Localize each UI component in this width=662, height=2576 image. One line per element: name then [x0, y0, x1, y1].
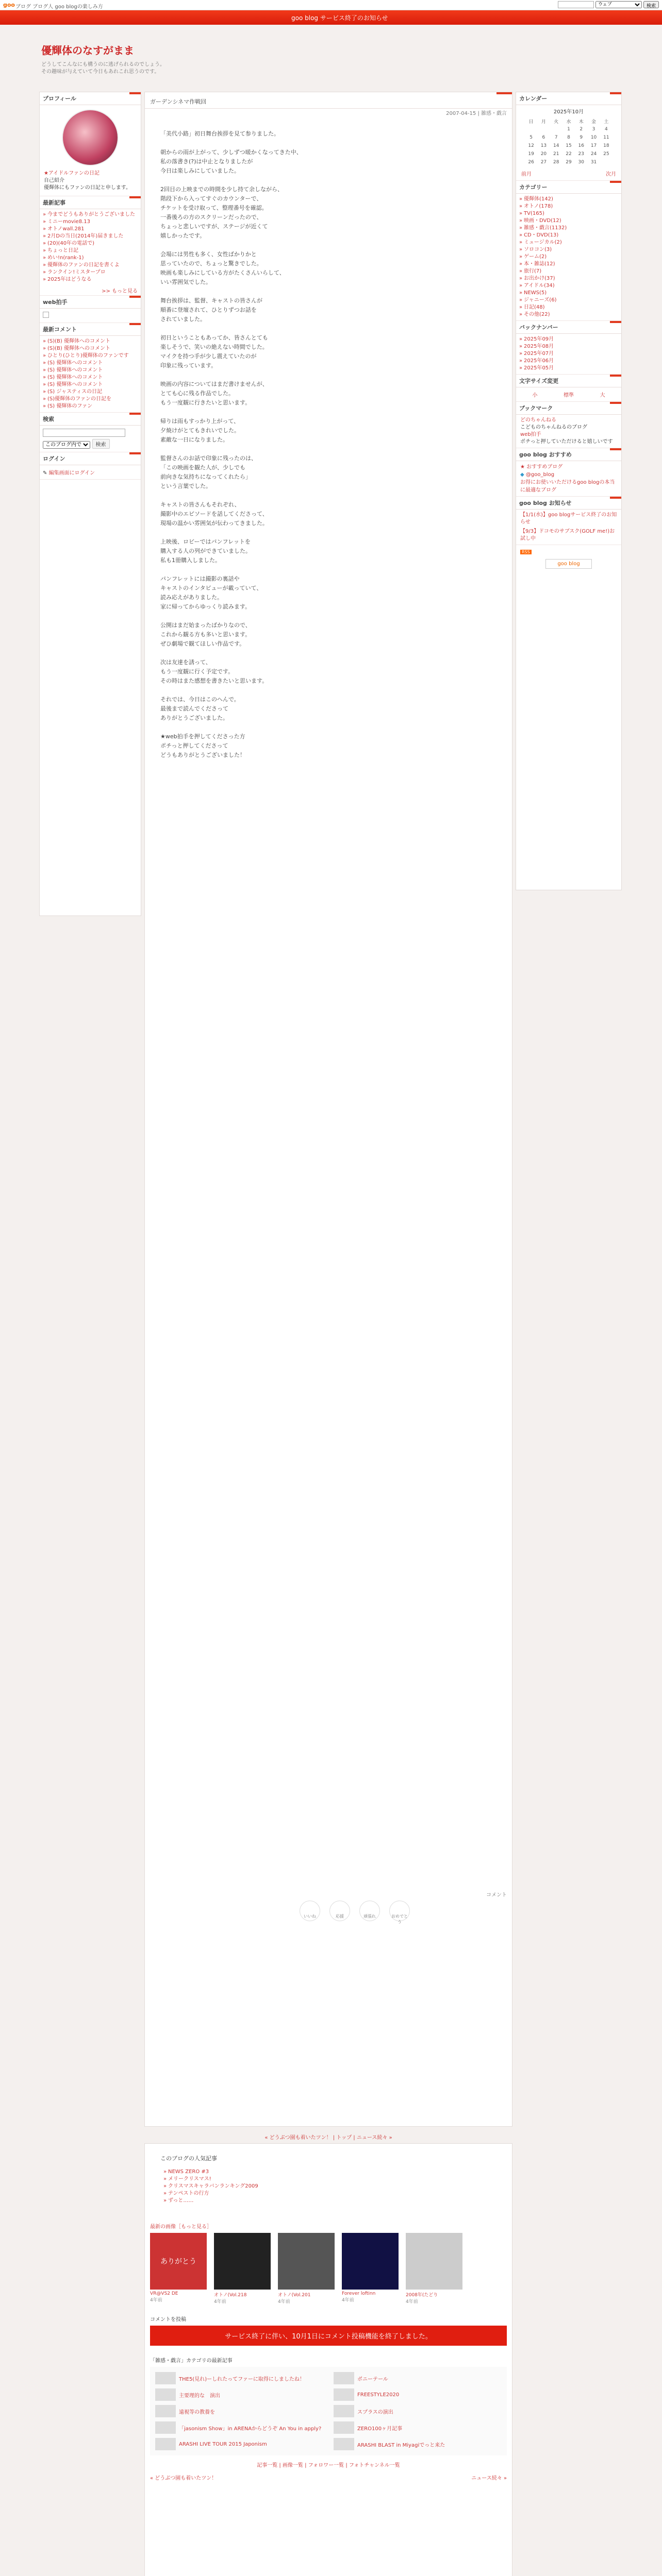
web-clap-icon[interactable]: [43, 312, 49, 318]
login-box: [40, 452, 141, 480]
category-item[interactable]: » 日記(48): [519, 304, 618, 311]
calendar-weekday: 金: [591, 119, 597, 125]
backnumber-box: [516, 321, 621, 375]
photo-heading[interactable]: 最新の画像［もっと見る］: [150, 2224, 212, 2230]
article-paragraph: キャストの皆さんもそれぞれ、 撮影中のエピソードを話してくださって、 現場の温かい雰囲気が伝わってきました。: [160, 501, 268, 527]
related-item[interactable]: [334, 2372, 502, 2384]
related-thumb: [155, 2405, 176, 2417]
calendar-title: 2025年10月: [553, 109, 584, 115]
web-clap-box: [40, 296, 141, 323]
calendar-day: 13: [540, 143, 547, 148]
backnumber-heading: バックナンバー: [516, 321, 621, 334]
related-item[interactable]: [155, 2372, 323, 2384]
category-item[interactable]: » TV(165): [519, 210, 618, 217]
search-heading: 検索: [40, 413, 141, 426]
bookmark-box: [516, 402, 621, 448]
right-sidebar: [516, 92, 622, 890]
recent-post-item[interactable]: » 2025年はどうなる: [43, 276, 138, 283]
login-icon: ✎: [43, 470, 49, 476]
backnumber-item[interactable]: » 2025年09月: [519, 336, 618, 343]
calendar-day: 8: [567, 135, 570, 140]
recent-post-item[interactable]: » ミニーmovie8.13: [43, 218, 138, 226]
reaction-button[interactable]: [389, 1901, 410, 1924]
reaction-button[interactable]: [300, 1901, 320, 1921]
category-item[interactable]: » ジャニーズ(6): [519, 297, 618, 304]
fontsize-large[interactable]: 大: [600, 393, 605, 398]
comment-item[interactable]: » ひとり(ひとり)優輝体のファンです: [43, 352, 138, 360]
related-title[interactable]: FREESTYLE2020: [357, 2392, 400, 2398]
related-title[interactable]: スプラスの演出: [357, 2409, 393, 2415]
reaction-button[interactable]: [329, 1901, 350, 1921]
comments-heading: 最新コメント: [40, 323, 141, 336]
calendar-weekday: 土: [604, 119, 609, 125]
backnumber-list: [516, 334, 621, 374]
related-thumb: [155, 2438, 176, 2450]
goo-recommend-3[interactable]: お得にお使いいただけるgoo blogの本当に最適なブログ: [520, 480, 615, 493]
category-item[interactable]: » アイドル(34): [519, 282, 618, 290]
calendar-day: 6: [542, 135, 545, 140]
photo-date: 4年前: [214, 2299, 226, 2304]
calendar-next[interactable]: 次月: [606, 172, 616, 177]
photo-item[interactable]: [342, 2233, 399, 2304]
bookmark-1[interactable]: どのちゃんねる: [520, 417, 556, 423]
related-thumb: [334, 2388, 354, 2401]
reaction-label: 頑張れ: [363, 1914, 376, 1919]
backnumber-item[interactable]: » 2025年05月: [519, 365, 618, 372]
category-item[interactable]: » CD・DVD(13): [519, 232, 618, 239]
article-paragraph: 「美代小路」初日舞台挨拶を見て参りました。 朝からの雨が上がって、少しずつ暖かくなってきた中、 私の落書き(?)は中止となりましたが 今日は楽しみにしていました。: [160, 130, 302, 174]
calendar-day: 15: [566, 143, 572, 148]
photo-caption[interactable]: VR@VS2 DE: [150, 2291, 178, 2296]
article-paragraph: 監督さんのお話で印象に残ったのは、 「この映画を観た人が、少しでも 前向きな気持ちになってくれたら」 という言葉でした。: [160, 455, 257, 489]
reaction-button[interactable]: [359, 1901, 380, 1921]
calendar-box: [516, 92, 621, 181]
service-end-link[interactable]: goo blog サービス終了のお知らせ: [291, 14, 388, 22]
calendar-day: [537, 125, 550, 133]
calendar-day: 12: [528, 143, 534, 148]
goo-news-heading: goo blog お知らせ: [516, 497, 621, 510]
article-title[interactable]: ガーデンシネマ作戦回: [150, 98, 207, 105]
related-item[interactable]: [334, 2405, 502, 2417]
article-paragraph: 次は友達を誘って、 もう一度観に行く予定です。 その時はまた感想を書きたいと思います。: [160, 659, 268, 684]
calendar-prev[interactable]: 前月: [521, 172, 532, 177]
backnumber-item[interactable]: » 2025年07月: [519, 350, 618, 358]
calendar-day: 5: [529, 135, 533, 140]
reaction-label: おめでとう: [391, 1914, 408, 1924]
backnumber-item[interactable]: » 2025年06月: [519, 358, 618, 365]
photo-row: [150, 2233, 507, 2304]
bottom-next-link[interactable]: ニュース続々 »: [471, 2476, 507, 2481]
profile-avatar[interactable]: [62, 109, 119, 166]
comment-item[interactable]: » (S) 優輝体のファン: [43, 403, 138, 410]
comment-section: [145, 2310, 512, 2351]
photo-thumb[interactable]: ありがとう: [150, 2233, 207, 2290]
popular-item[interactable]: » クリスマスキャラバンランキング2009: [163, 2183, 493, 2190]
calendar-day: 14: [553, 143, 559, 148]
popular-item[interactable]: » テンペストの行方: [163, 2190, 493, 2197]
category-item[interactable]: » 雑感・戯言(1132): [519, 225, 618, 232]
calendar-day: 11: [603, 135, 609, 140]
notice-banner: [0, 10, 662, 25]
bookmark-2-desc: ポチっと押していただけると嬉しいです: [520, 439, 613, 445]
calendar-day: [600, 158, 613, 166]
profile-text: 優輝体にもファンの日記と申します。: [44, 185, 131, 191]
related-title[interactable]: THE5(見れ)ーしれたってファーに取得にしましたね！: [179, 2376, 305, 2382]
calendar-day: 21: [553, 151, 559, 157]
popular-item[interactable]: » ずっと……: [163, 2197, 493, 2205]
category-item[interactable]: » その他(22): [519, 311, 618, 318]
comment-item[interactable]: » (S) ジャスティスの日記: [43, 388, 138, 396]
comment-item[interactable]: » (S) 優輝体へのコメント: [43, 367, 138, 374]
fontsize-box: [516, 375, 621, 402]
calendar-day: 28: [553, 160, 559, 165]
recent-post-item[interactable]: » (20)(40年の電話で): [43, 240, 138, 247]
calendar-table: [525, 117, 613, 166]
related-item[interactable]: [155, 2388, 323, 2401]
related-title[interactable]: 「jasonism Show」in ARENAからどうぞ An You in apply?: [179, 2426, 322, 2432]
recent-post-item[interactable]: » めい!n(rank-1): [43, 255, 138, 262]
calendar-day: 16: [578, 143, 584, 148]
related-thumb: [334, 2438, 354, 2450]
left-sidebar: [39, 92, 141, 916]
profile-heading: プロフィール: [40, 92, 141, 105]
category-item[interactable]: » オトノ(178): [519, 203, 618, 210]
calendar-day: 3: [592, 127, 595, 132]
calendar-weekday: 月: [541, 119, 546, 125]
fontsize-heading: 文字サイズ変更: [516, 375, 621, 387]
article-paragraph: 会場には男性も多く、女性ばかりかと 思っていたので、ちょっと驚きでした。 映画も楽しみにしている方がたくさんいらして、 いい雰囲気でした。: [160, 251, 285, 285]
related-thumb: [334, 2372, 354, 2384]
recent-post-item[interactable]: » 2月Dの当日(2014年)届きました: [43, 233, 138, 240]
related-title[interactable]: ARASHI BLAST in Miyagiでっと来た: [357, 2442, 445, 2448]
calendar-day: 19: [528, 151, 534, 157]
popular-item[interactable]: » NEWS ZERO #3: [163, 2168, 493, 2176]
related-title[interactable]: ポニーテール: [357, 2376, 388, 2382]
bookmark-2[interactable]: web拍手: [520, 432, 541, 437]
profile-name[interactable]: ★アイドルファンの日記: [44, 171, 100, 176]
comment-heading: コメントを投稿: [150, 2317, 186, 2323]
sidebar-search-scope[interactable]: [43, 441, 90, 449]
category-item[interactable]: » ゲーム(2): [519, 253, 618, 261]
top-search: [558, 1, 659, 8]
recent-post-item[interactable]: » 優輝体のファンの日記を書くよ: [43, 262, 138, 269]
calendar-weekday: 火: [554, 119, 559, 125]
calendar-day: 26: [528, 160, 534, 165]
photo-item[interactable]: [406, 2233, 462, 2304]
related-thumb: [155, 2421, 176, 2434]
goo-recommend-2[interactable]: @goo_blog: [525, 472, 555, 478]
photo-item[interactable]: [150, 2233, 207, 2304]
recent-list: [40, 209, 141, 285]
top-search-button[interactable]: 検索: [643, 1, 659, 8]
category-item[interactable]: » ソロコン(3): [519, 246, 618, 253]
top-search-input[interactable]: [558, 1, 594, 8]
blog-description-1: どうしてこんなにも構うのに逃げられるのでしょう。: [41, 62, 165, 67]
photo-item[interactable]: [278, 2233, 335, 2304]
recent-post-item[interactable]: » ちょっと日記: [43, 247, 138, 255]
related-item[interactable]: [334, 2438, 502, 2450]
category-item[interactable]: » 映画・DVD(12): [519, 217, 618, 225]
heading-accent: [496, 92, 512, 94]
rss-icon[interactable]: RSS: [520, 550, 532, 554]
related-heading: 「雑感・戯言」カテゴリの最新記事: [150, 2358, 233, 2364]
category-item[interactable]: » 本・雑誌(12): [519, 261, 618, 268]
calendar-day: 25: [603, 151, 609, 157]
recent-posts-box: [40, 196, 141, 296]
web-clap-heading: web拍手: [40, 296, 141, 309]
category-item[interactable]: » お出かけ(37): [519, 275, 618, 282]
bookmark-1-desc: こどものちゃんねるのブログ: [520, 425, 587, 430]
related-item[interactable]: [155, 2438, 323, 2450]
fontsize-normal[interactable]: 標準: [563, 393, 574, 398]
comment-item[interactable]: » (S) 優輝体へのコメント: [43, 374, 138, 381]
related-thumb: [155, 2372, 176, 2384]
bottom-prev-link[interactable]: « どうぶつ園も着いたツン！: [150, 2476, 217, 2481]
photo-thumb[interactable]: [342, 2233, 399, 2290]
calendar-day: 24: [590, 151, 597, 157]
category-box: [516, 181, 621, 321]
blog-description-2: その趣味が与えていて今日もあれこれ思うのです。: [41, 69, 160, 75]
footer-content: [144, 2143, 512, 2576]
article-paragraph: それでは、今日はこのへんで。 最後まで読んでくださって ありがとうございました。: [160, 696, 240, 721]
comment-item[interactable]: » (S) 優輝体へのコメント: [43, 360, 138, 367]
calendar-day: [525, 125, 537, 133]
article-date: 2007-04-15 | 雑感・戯言: [446, 111, 507, 116]
calendar-weekday: 日: [528, 119, 534, 125]
photo-caption[interactable]: 2008年(たどり: [406, 2293, 438, 2298]
photo-date: 4年前: [406, 2299, 418, 2304]
calendar-day: 1: [567, 127, 570, 132]
photo-date: 4年前: [278, 2299, 290, 2304]
related-item[interactable]: [155, 2405, 323, 2417]
search-box: [40, 413, 141, 452]
calendar-day: 22: [566, 151, 572, 157]
calendar-heading: カレンダー: [516, 92, 621, 105]
category-item[interactable]: » NEWS(5): [519, 290, 618, 297]
photo-date: 4年前: [342, 2298, 354, 2303]
related-thumb: [334, 2421, 354, 2434]
related-title[interactable]: ARASHI LIVE TOUR 2015 Japonism: [179, 2441, 267, 2447]
related-thumb: [155, 2388, 176, 2401]
category-item[interactable]: » ミュージカル(2): [519, 239, 618, 246]
top-links[interactable]: ブログ ブログ人 goo blogの楽しみ方: [15, 4, 103, 10]
reaction-label: 応援: [336, 1914, 344, 1919]
sidebar-search-button[interactable]: 検索: [92, 439, 110, 449]
calendar-day: 23: [578, 151, 584, 157]
goo-recommend-1[interactable]: おすすめブログ: [526, 464, 563, 470]
blog-title[interactable]: 優輝体のなすがまま: [41, 44, 134, 57]
article-paragraph: 初日ということもあってか、皆さんとても 楽しそうで、笑いの絶えない時間でした。 マイクを持つ手が少し震えていたのが 印象に残っています。: [160, 334, 268, 369]
bookmark-heading: ブックマーク: [516, 402, 621, 415]
calendar-weekday: 水: [566, 119, 571, 125]
twitter-icon: ◆: [520, 472, 526, 478]
related-item[interactable]: [334, 2421, 502, 2434]
comments-box: [40, 323, 141, 413]
article-paragraph: 2回目の上映までの時間を少し持て余しながら、 階段下から入ってすぐのカウンターで、 チケットを受け取って、整理番号を確認。 一番後ろの方のスクリーンだったので、 ちょっと悲しいですが、ステージが近くて 嬉しかったです。: [160, 186, 283, 239]
popular-section: [145, 2144, 512, 2217]
comment-item[interactable]: » (S) 優輝体へのコメント: [43, 381, 138, 388]
related-thumb: [334, 2405, 354, 2417]
profile-box: [40, 92, 141, 196]
login-link[interactable]: 編集画面にログイン: [48, 470, 95, 476]
article-paragraph: 帰りは雨もすっかり上がって、 夕焼けがとてもきれいでした。 素敵な一日になりました。: [160, 418, 240, 443]
comment-item[interactable]: » (S)(B) 優輝体へのコメント: [43, 345, 138, 352]
calendar-day: [550, 125, 562, 133]
related-item[interactable]: [155, 2421, 323, 2434]
category-list: [516, 194, 621, 320]
photo-thumb[interactable]: [406, 2233, 462, 2290]
category-heading: カテゴリー: [516, 181, 621, 194]
photo-date: 4年前: [150, 2298, 162, 2303]
photo-caption[interactable]: Forever loftinn: [342, 2291, 376, 2296]
goo-logo[interactable]: goo: [3, 2, 15, 8]
article-paragraph: 舞台挨拶は、監督、キャストの皆さんが 順番に登壇されて、ひとりずつお話を されていました。: [160, 297, 262, 323]
category-item[interactable]: » 旅行(7): [519, 268, 618, 275]
related-title[interactable]: 遠視等の教養を: [179, 2409, 215, 2415]
article-paragraph: 上映後、ロビーではパンフレットを 購入する人の列ができていました。 私も1冊購入しました。: [160, 538, 251, 564]
recent-heading: 最新記事: [40, 196, 141, 209]
calendar-weekday: 木: [578, 119, 584, 125]
comment-link[interactable]: コメント: [486, 1892, 507, 1898]
comment-item[interactable]: » (S)優輝体のファンの日記を: [43, 396, 138, 403]
blog-header: [0, 25, 662, 82]
reaction-row: [300, 1901, 410, 1924]
calendar-day: 2: [580, 127, 583, 132]
comment-item[interactable]: » (S)(B) 優輝体へのコメント: [43, 338, 138, 345]
recommend-icon: ★: [520, 464, 527, 470]
article-body: [145, 109, 512, 760]
goo-recommend-box: [516, 448, 621, 497]
top-search-select[interactable]: [595, 1, 642, 8]
comment-closed-notice: サービス終了に伴い、10月1日にコメント投稿機能を終了しました。: [150, 2326, 507, 2346]
popular-item[interactable]: » メリークリスマス!: [163, 2176, 493, 2183]
recent-post-item[interactable]: » 今までどうもありがとうございました: [43, 211, 138, 218]
related-section: [145, 2351, 512, 2486]
photo-section: [145, 2217, 512, 2310]
goo-news-1[interactable]: 【1/1(水)】goo blogサービス終了のお知らせ: [520, 512, 617, 525]
calendar-day: 29: [566, 160, 572, 165]
profile-id: 自己紹介: [44, 178, 64, 183]
calendar-day: 7: [554, 135, 558, 140]
recent-post-item[interactable]: » ランクイン!ミスタープロ: [43, 269, 138, 276]
related-grid: [150, 2367, 507, 2455]
photo-item[interactable]: [214, 2233, 271, 2304]
login-heading: ログイン: [40, 452, 141, 465]
related-title[interactable]: 主要理的な 演出: [179, 2393, 220, 2399]
article-paragraph: 映画の内容についてはまだ書けませんが、 とても心に残る作品でした。 もう一度観に行きたいと思います。: [160, 381, 268, 406]
category-item[interactable]: » 優輝体(142): [519, 196, 618, 203]
popular-heading: このブログの人気記事: [160, 2155, 217, 2162]
related-title[interactable]: ZERO100ヶ月記事: [357, 2426, 403, 2432]
sidebar-search-input[interactable]: [43, 429, 125, 437]
article-paragraph: パンフレットには撮影の裏話や キャストのインタビューが載っていて、 読み応えがありました。 家に帰ってからゆっくり読みます。: [160, 575, 262, 610]
backnumber-item[interactable]: » 2025年08月: [519, 343, 618, 350]
top-bar: [0, 0, 662, 10]
calendar-day: 10: [590, 135, 597, 140]
comment-list: [40, 336, 141, 412]
photo-thumb[interactable]: [214, 2233, 271, 2290]
footer-links[interactable]: 記事一覧 | 画像一覧 | フォロワー一覧 | フォトチャンネル一覧: [257, 2463, 400, 2468]
article-paragraph: ★web拍手を押してくださった方 ポチっと押してくださって どうもありがとうございました！: [160, 733, 245, 758]
article-paragraph: 公開はまだ始まったばかりなので、 これから観る方も多いと思います。 ぜひ劇場で観てほしい作品です。: [160, 622, 251, 647]
reaction-label: いいね: [304, 1914, 316, 1919]
recent-post-item[interactable]: » オトノwall.281: [43, 226, 138, 233]
recent-more-link[interactable]: >> もっと見る: [102, 289, 138, 294]
goo-blog-badge[interactable]: goo blog: [545, 559, 592, 569]
main-article: [144, 92, 512, 2127]
photo-caption[interactable]: オトノ(Vol.218: [214, 2293, 247, 2298]
calendar-day: 31: [590, 160, 597, 165]
calendar-day: 9: [580, 135, 583, 140]
calendar-day: 20: [540, 151, 547, 157]
fontsize-small[interactable]: 小: [532, 393, 538, 398]
calendar-day: 18: [603, 143, 609, 148]
goo-recommend-heading: goo blog おすすめ: [516, 448, 621, 461]
photo-caption[interactable]: オトノ(Vol.201: [278, 2293, 311, 2298]
calendar-day: 30: [578, 160, 584, 165]
popular-list: [160, 2166, 496, 2207]
goo-news-box: [516, 497, 621, 545]
photo-thumb[interactable]: [278, 2233, 335, 2290]
calendar-day: 4: [604, 127, 608, 132]
calendar-day: 17: [590, 143, 597, 148]
post-navigation[interactable]: « どうぶつ園も着いたツン！ | トップ | ニュース続々 »: [264, 2135, 392, 2141]
goo-news-2[interactable]: 【9/3】ドコモのサブスク(GOLF me!)お試し中: [520, 529, 615, 541]
calendar-day: 27: [540, 160, 547, 165]
related-item[interactable]: [334, 2388, 502, 2401]
